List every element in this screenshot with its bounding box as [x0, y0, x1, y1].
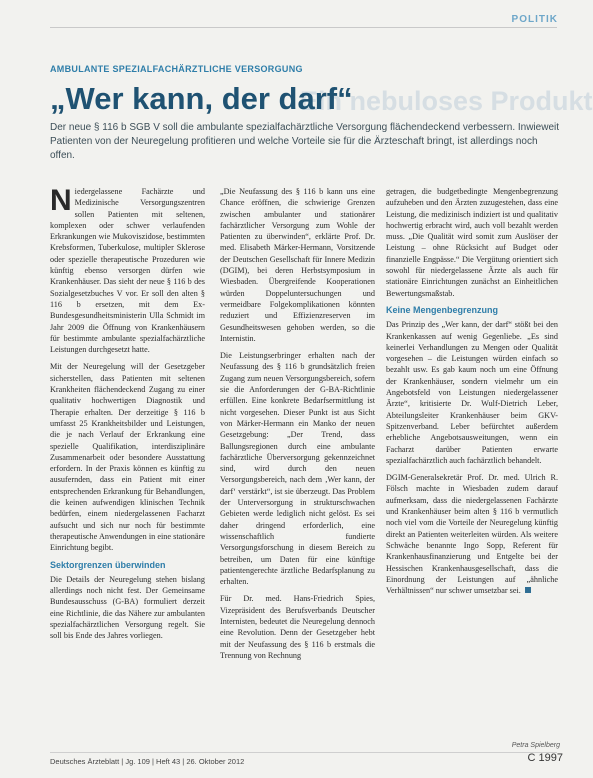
column-1	[50, 186, 205, 648]
section-label: POLITIK	[511, 14, 558, 25]
col1-subhead: Sektorgrenzen überwinden	[50, 559, 166, 570]
author-credit: Petra Spielberg	[511, 742, 560, 749]
col2-paragraph-3: Für Dr. med. Hans-Friedrich Spies, Vizepräsident des Berufsverbands Deutscher Internisten, bedeutet die Neuregelung dennoch eine Revolution. Denn der Gesetzgeber hebt mit der Neufassung des § 116 b erstmals die Trennung von Rechnung	[220, 594, 375, 660]
col1-paragraph-3: Die Details der Neuregelung stehen bislang allerdings noch nicht fest. Der Gemeinsame Bundesausschuss (G-BA) formuliert derzeit eine Richtlinie, die das Nähere zur ambulanten spezialfachärztlichen Versorgung regelt. Sie soll bis Ende des Jahres vorliegen.	[50, 574, 205, 641]
col3-paragraph-3	[386, 472, 558, 596]
ghost-headline: Ein nebuloses Produkt	[300, 86, 593, 116]
headline: „Wer kann, der darf“	[50, 81, 353, 116]
dropcap: N	[50, 184, 72, 217]
page-number: C 1997	[527, 752, 563, 764]
footer-journal: Deutsches Ärzteblatt | Jg. 109 | Heft 43 | 26. Oktober 2012	[50, 757, 245, 766]
col1-paragraph-2: Mit der Neuregelung will der Gesetzgeber sicherstellen, dass Patienten mit seltenen Krankheiten flächendeckend Zugang zu einer qualitativ hochwertigen Diagnostik und Therapie erhalten. Der derzeitige § 116 b umfasst 25 Krankheitsbilder und Leistungen, die je nach Verlauf der Erkrankung eine spezielle Qualifikation, interdisziplinäre Zusammenarbeit oder besondere Ausstattung erfordern. In der Praxis können es künftig zu ausufernden, dass ein Patient mit einer entsprechenden Erkrankung für Behandlungen, die keinen aufwendigen klinischen Technik bedürfen, einem niedergelassenen Facharzt aufsucht und sich nur noch für bestimmte therapeutische Anwendungen in eine stationäre Einrichtung begibt.	[50, 362, 205, 553]
col3-text-3: DGIM-Generalsekretär Prof. Dr. med. Ulrich R. Fölsch machte in Wiesbaden zudem darauf aufmerksam, dass die niedergelassenen Fachärzte und Krankenhäuser beim alten § 116 b vermutlich noch viel vom die Vorteile der Neuregelung künftig direkt an Patienten weiterleiten würden. Als weitere Schwäche benannte Ingo Sopp, Referent für Krankenhausfinanzierung und Entgelte bei der Hessischen Krankenhausgesellschaft, dass die Einordnung der Leistungen auf „ähnliche Verhältnissen“ nur schwer umsetzbar sei.	[386, 473, 558, 596]
lead-paragraph: Der neue § 116 b SGB V soll die ambulante spezialfachärztliche Versorgung flächendeckend verbessern. Inwieweit Patienten von der Neuregelung profitieren und welche Vorteile sie für die Ärzteschaft bringt, ist allerdings noch offen.	[50, 122, 559, 161]
col1-text-1: iedergelassene Fachärzte und Medizinische Versorgungszentren sollen Patienten mit seltenen, komplexen oder schwer verlaufenden Erkrankungen wie Mukoviszidose, bestimmten Krebsformen, Tuberkulose, multipler Sklerose oder spezielle therapeutische Prozeduren wie künftig ebenso versorgen dürfen wie Krankenhäuser. Das sieht der neue § 116 b des Sozialgesetzbuches V vor. Er soll den alten § 116 b ersetzen, mit dem Ex-Bundesgesundheitsministerin Ulla Schmidt im Jahr 2009 die Öffnung von Krankenhäusern für bestimmte ambulante spezialfachärztliche Leistungen durchgesetzt hatte.	[50, 187, 205, 355]
col1-paragraph-1	[50, 186, 205, 355]
footer-rule	[50, 752, 557, 753]
kicker: AMBULANTE SPEZIALFACHÄRZTLICHE VERSORGUNG	[50, 64, 303, 74]
end-mark-icon	[525, 587, 531, 593]
col3-paragraph-1: getragen, die budgetbedingte Mengenbegrenzung aufzuheben und den Ärzten zuzugestehen, dass eine Leistung, die medizinisch indiziert ist und qualitativ hochwertig erbracht wird, auch voll bezahlt werden muss. „Die Qualität wird somit zum Auslöser der Leistung – ohne Rücksicht auf Budget oder finanzielle Engpässe.“ Die Vergütung orientiert sich sowohl für niedergelassene Ärzte als auch für stationäre Einrichtungen zunächst an Einheitlichen Bewertungsmaßstab.	[386, 187, 558, 298]
top-rule	[50, 27, 557, 28]
col2-paragraph-2: Die Leistungserbringer erhalten nach der Neufassung des § 116 b grundsätzlich freien Zugang zum neuen Versorgungsbereich, sofern sie die Anforderungen der G-BA-Richtlinie erfüllen. Eine konkrete Bedarfsermittlung ist nicht vorgesehen. Dieser Punkt ist aus Sicht von Märker-Hermann ein Manko der neuen Gesetzgebung: „Der Trend, dass Ballungsregionen durch eine ambulante fachärztliche Überversorgung gekennzeichnet sind, wird durch den neuen Versorgungsbereich, nach dem ‚Wer kann, der darf‘ verstärkt“, ist sie überzeugt. Das Problem der Unterversorgung in strukturschwachen Gebieten werde lediglich nicht gelöst. Es sei daher dringend erforderlich, eine wissenschaftlich fundierte Versorgungsforschung in diesem Bereich zu betreiben, um Daten für eine künftige patientengerechte ärztliche Bedarfsplanung zu erhalten.	[220, 351, 375, 587]
column-2	[220, 186, 375, 667]
col3-subhead: Keine Mengenbegrenzung	[386, 304, 499, 315]
col2-paragraph-1: „Die Neufassung des § 116 b kann uns eine Chance eröffnen, die schwierige Grenzen zwischen ambulanter und stationärer fachärztlicher Versorgung zum Wohle der Patienten zu überwinden“, erklärte Prof. Dr. med. Elisabeth Märker-Hermann, Vorsitzende der Deutschen Gesellschaft für Innere Medizin (DGIM), bei deren Herbstsymposium in Wiesbaden. Übergreifende Kooperationen würden Doppeluntersuchungen und vermeidbare Folgekomplikationen könnten reduziert und Effizienzreserven im Gesundheitswesen gehoben werden, so die Internistin.	[220, 187, 375, 343]
column-3	[386, 186, 558, 602]
col3-paragraph-2: Das Prinzip des „Wer kann, der darf“ stößt bei den Krankenkassen auf wenig Gegenliebe. „Es sind keinerlei Verhandlungen zu Mengen oder Qualität vorgesehen – die Leistungen würden einfach so bezahlt usw. Es gab kaum noch um eine Öffnung der Krankenhäuser, sondern vielmehr um ein Angebotsfeld von Leistungen niedergelassener Ärzte“, kritisierte Dr. Wulf-Dietrich Leber, Abteilungsleiter Krankenhäuser beim GKV-Spitzenverband. Leber befürchtet außerdem erhebliche Angebotsausweitungen, wenn ein Facharzt darüber Patienten erwarte spezialfachärztlich auch fachärztlich behandelt.	[386, 320, 558, 465]
